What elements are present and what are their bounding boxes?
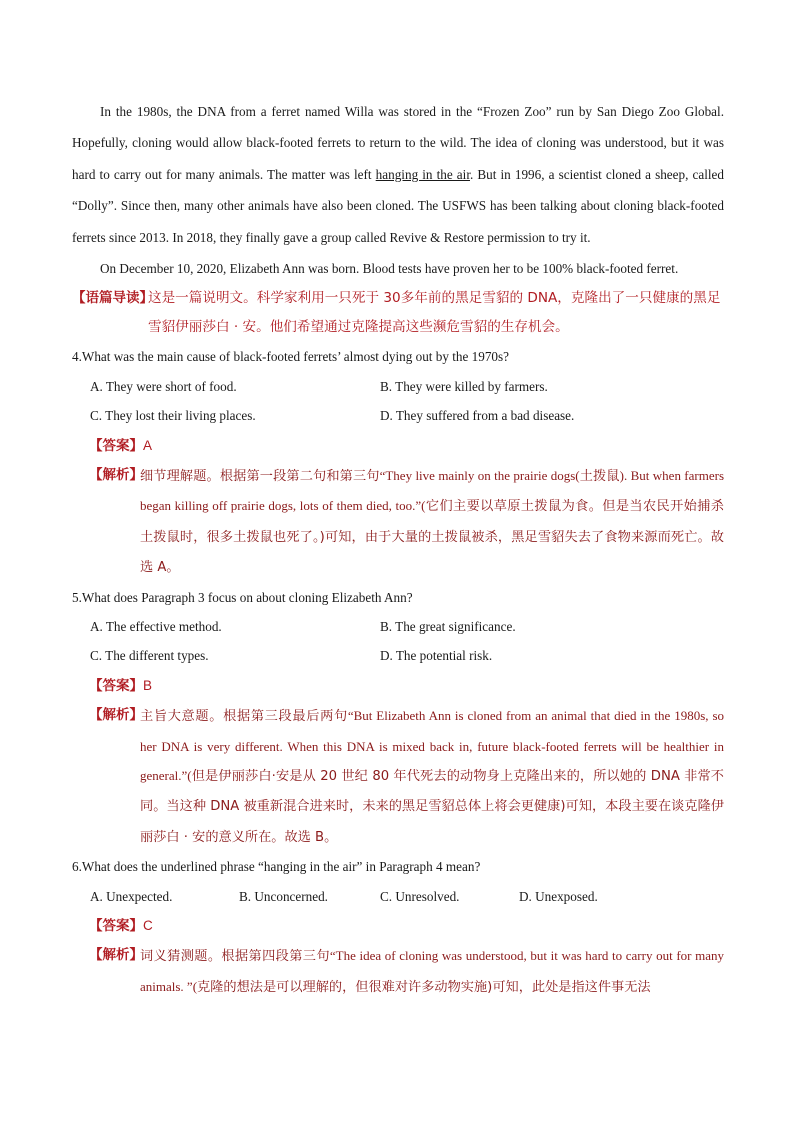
passage-paragraph <box>72 96 724 253</box>
explanation-quote: “The idea of cloning was understood, but it was hard to carry out for many animals. ”( <box>140 948 724 994</box>
explanation-text: 它们主要以草原土拨鼠为食。但是当农民开始捕杀土拨鼠时，很多土拨鼠也死了。)可知，由于大量的土拨鼠被杀，黑足雪貂失去了食物来源而死亡。故选 A。 <box>140 499 724 576</box>
question-4: 4.What was the main cause of black-footed ferrets’ almost dying out by the 1970s? <box>72 349 510 365</box>
reading-guide <box>72 284 724 342</box>
answer-value: B <box>143 677 153 693</box>
explanation-text: 词义猜测题。根据第四段第三句 <box>140 949 330 965</box>
options-row <box>72 401 724 430</box>
options-row <box>72 372 724 401</box>
option-a: A. They were short of food. <box>90 378 237 394</box>
answer-line <box>72 431 724 461</box>
document-page <box>72 96 724 1002</box>
option-c: C. The different types. <box>90 648 209 664</box>
explanation <box>72 701 724 852</box>
options-row <box>72 612 724 641</box>
explanation-tag: 【解析】 <box>89 947 143 964</box>
explanation-text: 细节理解题。根据第一段第二句和第三句 <box>140 469 380 485</box>
answer-tag: 【答案】 <box>89 437 143 454</box>
explanation-quote: “But Elizabeth Ann is cloned from an animal that died in the 1980s, so her DNA is very different. When this DNA is mixed back in, future black-footed ferrets will be healthier in general.”( <box>140 708 725 784</box>
options-row <box>72 882 724 911</box>
answer-line <box>72 911 724 941</box>
passage-paragraph: On December 10, 2020, Elizabeth Ann was born. Blood tests have proven her to be 100% black-footed ferret. <box>100 261 679 277</box>
explanation <box>72 941 724 1002</box>
option-d: D. They suffered from a bad disease. <box>380 408 575 424</box>
guide-tag: 【语篇导读】 <box>72 290 153 307</box>
explanation-tag: 【解析】 <box>89 467 143 484</box>
passage-text: . But in 1996, a scientist cloned a sheep, called “Dolly”. Since then, many other animals have also been cloned. The USFWS has been talking about cloning black-footed ferrets since 2013. In 2018, they finally gave a group called Revive & Restore permission to try it. <box>72 166 724 245</box>
explanation-text: 但是伊丽莎白·安是从 20 世纪 80 年代死去的动物身上克隆出来的，所以她的 DNA 非常不同。当这种 DNA 被重新混合进来时，未来的黑足雪貂总体上将会更健康)可知，本段主要在谈克隆伊丽莎白 · 安的意义所在。故选 B。 <box>140 769 724 845</box>
explanation <box>72 461 724 583</box>
underlined-phrase: hanging in the air <box>375 166 470 182</box>
answer-line <box>72 671 724 701</box>
option-c: C. They lost their living places. <box>90 408 256 424</box>
option-b: B. They were killed by farmers. <box>380 378 548 394</box>
answer-value: C <box>143 918 153 934</box>
explanation-text: 土拨鼠 <box>579 469 620 485</box>
answer-tag: 【答案】 <box>89 677 143 694</box>
option-b: B. The great significance. <box>380 619 516 635</box>
option-a: A. Unexpected. <box>90 888 173 904</box>
explanation-tag: 【解析】 <box>89 707 143 724</box>
answer-tag: 【答案】 <box>89 918 143 935</box>
question-5: 5.What does Paragraph 3 focus on about cloning Elizabeth Ann? <box>72 589 413 605</box>
explanation-text: 克隆的想法是可以理解的，但很难对许多动物实施)可知，此处是指这件事无法 <box>197 979 651 995</box>
explanation-quote: “They live mainly on the prairie dogs( <box>379 468 580 484</box>
option-c: C. Unresolved. <box>380 888 460 904</box>
option-d: D. The potential risk. <box>380 648 493 664</box>
option-d: D. Unexposed. <box>519 888 598 904</box>
options-row <box>72 641 724 670</box>
explanation-text: 主旨大意题。根据第三段最后两句 <box>140 709 348 725</box>
option-b: B. Unconcerned. <box>239 888 328 904</box>
option-a: A. The effective method. <box>90 619 222 635</box>
explanation-quote: ). But when farmers began killing off prairie dogs, lots of them died, too.”( <box>140 468 725 514</box>
answer-value: A <box>143 437 153 453</box>
passage-text: In the 1980s, the DNA from a ferret named Willa was stored in the “Frozen Zoo” run by San Diego Zoo Global. Hopefully, cloning would allow black-footed ferrets to return to the wild. The idea of cloning was understood, but it was hard to carry out for many animals. The matter was left <box>72 104 724 182</box>
guide-text: 这是一篇说明文。科学家利用一只死于 30多年前的黑足雪貂的 DNA，克隆出了一只健康的黑足雪貂伊丽莎白 · 安。他们希望通过克隆提高这些濒危雪貂的生存机会。 <box>148 290 721 336</box>
question-6: 6.What does the underlined phrase “hanging in the air” in Paragraph 4 mean? <box>72 859 481 875</box>
